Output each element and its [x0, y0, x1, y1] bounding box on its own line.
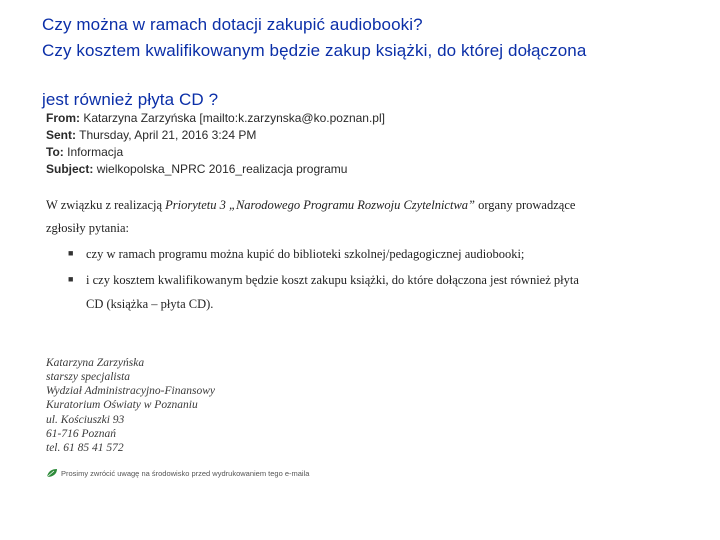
eco-note [46, 468, 309, 478]
signature-name: Katarzyna Zarzyńska [46, 357, 145, 369]
eco-note-text: Prosimy zwrócić uwagę na środowisko przed wydrukowaniem tego e-maila [61, 468, 310, 478]
from-value: Katarzyna Zarzyńska [mailto:k.zarzynska@ko.poznan.pl] [83, 111, 385, 125]
body-line-1-prefix: W związku z realizacją [46, 198, 163, 212]
signature-department: Wydział Administracyjno-Finansowy [46, 385, 215, 397]
signature-institution: Kuratorium Oświaty w Poznaniu [46, 399, 198, 411]
from-label: From: [46, 111, 80, 125]
email-sent [46, 128, 256, 142]
signature-street: ul. Kościuszki 93 [46, 414, 125, 426]
slide-title-line-1: Czy można w ramach dotacji zakupić audiobooki? [42, 15, 423, 34]
email-body-line-1 [46, 198, 575, 213]
email-from [46, 111, 385, 125]
subject-value: wielkopolska_NPRC 2016_realizacja programu [96, 162, 348, 176]
signature-city: 61-716 Poznań [46, 428, 116, 440]
email-subject [46, 162, 347, 176]
email-scan [46, 111, 686, 486]
body-line-1-suffix: organy prowadzące [478, 198, 576, 212]
leaf-icon [46, 468, 58, 478]
signature-position: starszy specjalista [46, 371, 131, 383]
sent-value: Thursday, April 21, 2016 3:24 PM [79, 128, 257, 142]
subject-label: Subject: [46, 162, 94, 176]
sent-label: Sent: [46, 128, 76, 142]
bullet-icon: ■ [68, 248, 74, 258]
email-to [46, 145, 123, 159]
signature-phone: tel. 61 85 41 572 [46, 442, 124, 454]
bullet-icon: ■ [68, 274, 74, 284]
body-line-1-italic: Priorytetu 3 „Narodowego Programu Rozwoju Czytelnictwa” [165, 198, 475, 212]
to-label: To: [46, 145, 64, 159]
question-2-line-2: CD (książka – płyta CD). [86, 297, 214, 311]
slide-title-line-2: Czy kosztem kwalifikowanym będzie zakup książki, do której dołączona [42, 41, 587, 60]
question-1: czy w ramach programu można kupić do biblioteki szkolnej/pedagogicznej audiobooki; [86, 247, 525, 261]
question-2-line-1: i czy kosztem kwalifikowanym będzie koszt zakupu książki, do które dołączona jest również płyta [86, 273, 579, 287]
email-body-line-2: zgłosiły pytania: [46, 221, 129, 235]
to-value: Informacja [67, 145, 124, 159]
slide-title-line-3: jest również płyta CD ? [42, 90, 219, 109]
